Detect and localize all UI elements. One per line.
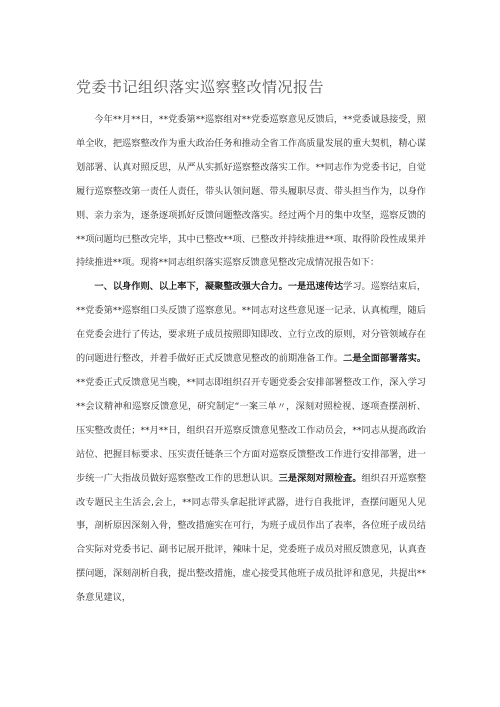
section-text-2: **党委正式反馈意见当晚，**同志即组织召开专题党委会安排部署整改工作，深入学习**会议精神和巡察反馈意见，研究制定“一案三单〃，深刻对照检视、逐项查摆剖析、压实整改责任；**月**日，组织召开巡察反馈意见整改工作动员会，**同志从提高政治站位、把握目标要求、压实责任链条三个方面对巡察反馈整改工作进行安排部署，进一步统一广大指战员做好巡察整改工作的思想认识。 — [76, 376, 426, 484]
section-heading: 一、以身作则、以上率下，凝聚整改强大合力。一是迅速传达 — [94, 281, 344, 293]
section-subheading-2: 二是全面部署落实。 — [343, 353, 427, 365]
paragraph-section-one — [76, 275, 426, 610]
section-text-1: 学习。巡察结束后，**党委第**巡察组口头反馈了巡察意见。**同志对这些意见逐一记录、认真梳理，随后在党委会进行了传达，要求班子成员按照即知即改、立行立改的原则，对分管领域存在的问题进行整改，并着手做好正式反馈意见整改的前期准备工作。 — [76, 281, 427, 365]
document-body — [76, 108, 426, 610]
paragraph-intro: 今年**月**日，**党委第**巡察组对**党委巡察意见反馈后，**党委诚恳接受，照单全收，把巡察整改作为重大政治任务和推动全省工作高质量发展的重大契机，精心谋划部署、认真对照反思，从严从实抓好巡察整改落实工作。**同志作为党委书记，自觉履行巡察整改第一责任人责任，带头认领问题、带头履职尽责、带头担当作为，以身作则、亲力亲为，逐条逐项抓好反馈问题整改落实。经过两个月的集中攻坚，巡察反馈的**项问题均已整改完毕，其中已整改**项、已整改并持续推进**项、取得阶段性成果并持续推进**项。现将**同志组织落实巡察反馈意见整改完成情况报告如下： — [76, 114, 426, 269]
section-subheading-3: 三是深刻对照检查。 — [278, 472, 362, 484]
document-title: 党委书记组织落实巡察整改情况报告 — [76, 78, 325, 96]
section-text-3: 组织召开巡察整改专题民主生活会,会上，**同志带头拿起批评武器，进行自我批评，查摆问题见人见事，剖析原因深刻入骨，整改措施实在可行，为班子成员作出了表率，各位班子成员结合实际对党委书记、副书记展开批评，辣味十足，党委班子成员对照反馈意见，认真查摆问题，深刻剖析自我，提出整改措施，虚心接受其他班子成员批评和意见，共提出**条意见建议， — [76, 472, 427, 604]
